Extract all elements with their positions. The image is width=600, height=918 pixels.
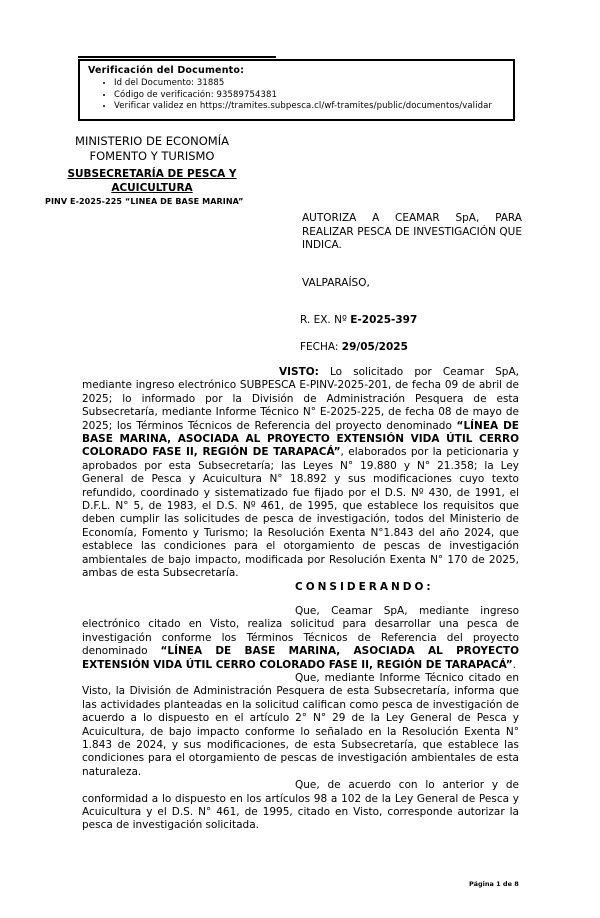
considerando-paragraph-3: Que, de acuerdo con lo anterior y de conformidad a lo dispuesto en los artículos 98 a 102 de la Ley General de Pesca y Acuicultura y el D.S. N° 461, de 1995, citado en Visto, corresponde autorizar la pesca de investigación solicitada. — [82, 779, 519, 832]
project-name-bold-2: “LÍNEA DE BASE MARINA, ASOCIADA AL PROYECTO EXTENSIÓN VIDA ÚTIL CERRO COLORADO FASE II, REGIÓN DE TARAPACÁ” — [82, 645, 519, 671]
resolution-subject: AUTORIZA A CEAMAR SpA, PARA REALIZAR PESCA DE INVESTIGACIÓN QUE INDICA. — [302, 212, 522, 251]
considerando-paragraph-1 — [82, 605, 519, 672]
considerando-heading: CONSIDERANDO: — [295, 580, 434, 593]
project-reference: PINV E-2025-225 “LINEA DE BASE MARINA” — [45, 197, 244, 206]
ministry-line1: MINISTERIO DE ECONOMÍA — [75, 134, 229, 148]
verification-list — [88, 78, 509, 113]
resolution-number-line — [300, 314, 417, 326]
visto-paragraph — [82, 366, 519, 581]
verification-item-document-id: • Id del Documento: 31885 — [114, 78, 509, 90]
date-line — [300, 341, 408, 353]
ministry-letterhead — [42, 134, 262, 163]
visto-label: VISTO: — [279, 366, 319, 378]
subsecretaria-letterhead: SUBSECRETARÍA DE PESCA Y ACUICULTURA — [67, 168, 237, 194]
resolution-body — [82, 366, 519, 833]
date-label: FECHA: — [300, 341, 342, 353]
date-value: 29/05/2025 — [341, 341, 408, 353]
city-line: VALPARAÍSO, — [302, 277, 370, 289]
resolution-number: E-2025-397 — [350, 314, 418, 326]
verification-box-top-line — [78, 56, 276, 58]
page-indicator: Página 1 de 8 — [469, 880, 519, 888]
paragraph-2-post: . — [512, 658, 517, 671]
considerando-paragraph-2: Que, mediante Informe Técnico citado en Visto, la División de Administración Pesquera de esta Subsecretaría, informa que las actividades planteadas en la solicitud califican como pesca de investigación de acuerdo a lo dispuesto en el artículo 2° N° 29 de la Ley General de Pesca y Acuicultura, de bajo impacto conforme lo señalado en la Resolución Exenta N° 1.843 de 2024, y sus modificaciones, de esta Subsecretaría, que establece las condiciones para el otorgamiento de pescas de investigación ambientales de esta naturaleza. — [82, 671, 519, 778]
verification-title: Verificación del Documento: — [88, 65, 245, 76]
visto-text-pre: Lo solicitado por Ceamar SpA, mediante ingreso electrónico SUBPESCA E-PINV-2025-201, de fecha 09 de abril de 2025; lo informado por la División de Administración Pesquera de esta Subsecretaría, mediante Informe Técnico N° E-2025-225, de fecha 08 de mayo de 2025; los Términos Técnicos de Referencia del proyecto denominado — [82, 366, 519, 432]
visto-text-post: , elaborados por la peticionaria y aprobados por esta Subsecretaría; las Leyes N° 19.880 y N° 21.358; la Ley General de Pesca y Acuicultura N° 18.892 y sus modificaciones cuyo texto refundido, coordinado y sistematizado fue fijado por el D.S. Nº 430, de 1991, el D.F.L. N° 5, de 1983, el D.S. Nº 461, de 1995, que establece los requisitos que deben cumplir las solicitudes de pesca de investigación, todos del Ministerio de Economía, Fomento y Turismo; la Resolución Exenta N°1.843 del año 2024, que establece las condiciones para el otorgamiento de pescas de investigación ambientales de bajo impacto, modificada por Resolución Exenta N° 170 de 2025, ambas de esta Subsecretaría. — [82, 446, 519, 580]
resolution-label: R. EX. Nº — [300, 314, 351, 326]
verification-item-code: • Código de verificación: 93589754381 — [114, 90, 509, 102]
ministry-line2: FOMENTO Y TURISMO — [89, 148, 215, 163]
project-name-bold: “LÍNEA DE BASE MARINA, ASOCIADA AL PROYECTO EXTENSIÓN VIDA ÚTIL CERRO COLORADO FASE II, REGIÓN DE TARAPACÁ” — [82, 419, 519, 459]
paragraph-2-pre: Que, Ceamar SpA, mediante ingreso electrónico citado en Visto, realiza solicitud para desarrollar una pesca de investigación conforme los Términos Técnicos de Referencia del proyecto denominado — [82, 604, 519, 658]
verification-box — [78, 59, 515, 121]
verification-item-url: • Verificar validez en https://tramites.subpesca.cl/wf-tramites/public/documentos/validar — [114, 101, 509, 113]
